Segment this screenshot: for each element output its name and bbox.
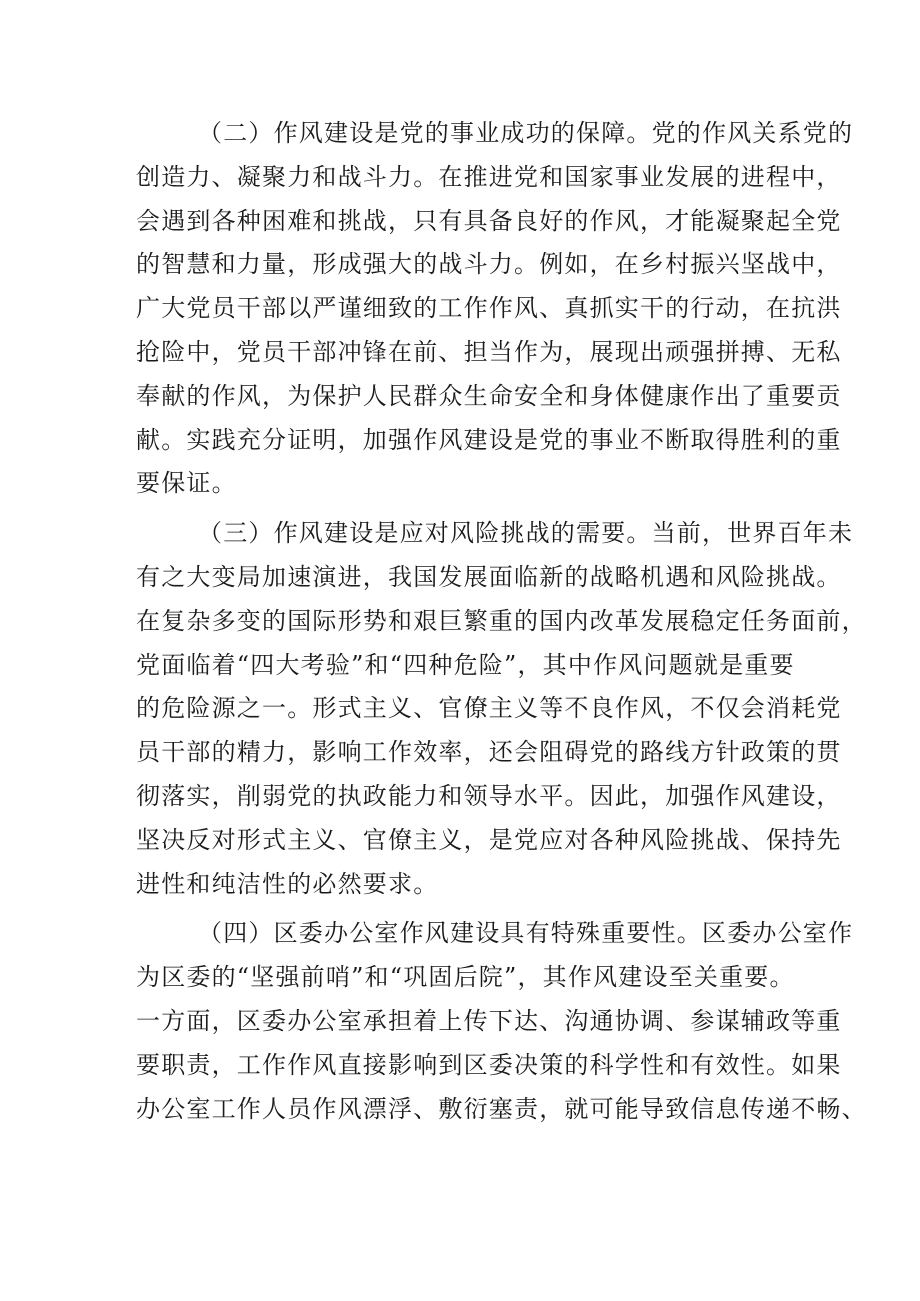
paragraph-line: （二）作风建设是党的事业成功的保障。党的作风关系党的 xyxy=(198,119,854,147)
paragraph-line: 一方面，区委办公室承担着上传下达、沟通协调、参谋辅政等重 xyxy=(136,1006,842,1035)
paragraph-line: 奉献的作风，为保护人民群众生命安全和身体健康作出了重要贡 xyxy=(136,381,842,410)
paragraph-line: 会遇到各种困难和挑战，只有具备良好的作风，才能凝聚起全党 xyxy=(136,206,842,235)
paragraph-4 xyxy=(136,912,867,1131)
paragraph-line: 党面临着“四大考验”和“四种危险”，其中作风问题就是重要 xyxy=(136,650,795,679)
paragraph-line: 要保证。 xyxy=(136,469,237,498)
paragraph-line: 为区委的“坚强前哨”和“巩固后院”，其作风建设至关重要。 xyxy=(136,963,795,992)
paragraph-line: （三）作风建设是应对风险挑战的需要。当前，世界百年未 xyxy=(198,519,854,548)
paragraph-line: 广大党员干部以严谨细致的工作作风、真抓实干的行动，在抗洪 xyxy=(136,294,842,323)
document-body xyxy=(136,112,867,1137)
paragraph-line: 要职责，工作作风直接影响到区委决策的科学性和有效性。如果 xyxy=(136,1050,842,1079)
paragraph-3 xyxy=(136,512,867,906)
paragraph-line: 员干部的精力，影响工作效率，还会阻碍党的路线方针政策的贯 xyxy=(136,738,842,767)
paragraph-line: 创造力、凝聚力和战斗力。在推进党和国家事业发展的进程中， xyxy=(136,162,842,191)
paragraph-line: 坚决反对形式主义、官僚主义，是党应对各种风险挑战、保持先 xyxy=(136,825,842,854)
paragraph-line: 抢险中，党员干部冲锋在前、担当作为，展现出顽强拼搏、无私 xyxy=(136,337,842,366)
paragraph-line: 献。实践充分证明，加强作风建设是党的事业不断取得胜利的重 xyxy=(136,425,842,454)
paragraph-line: 有之大变局加速演进，我国发展面临新的战略机遇和风险挑战。 xyxy=(136,562,842,591)
paragraph-line: 彻落实，削弱党的执政能力和领导水平。因此，加强作风建设， xyxy=(136,781,842,810)
paragraph-line: 的危险源之一。形式主义、官僚主义等不良作风，不仅会消耗党 xyxy=(136,694,842,723)
paragraph-line: 的智慧和力量，形成强大的战斗力。例如，在乡村振兴坚战中， xyxy=(136,250,842,279)
paragraph-line: 办公室工作人员作风漂浮、敷衍塞责，就可能导致信息传递不畅、 xyxy=(136,1094,867,1123)
paragraph-2 xyxy=(136,112,854,506)
paragraph-line: 进性和纯洁性的必然要求。 xyxy=(136,869,439,898)
paragraph-line: 在复杂多变的国际形势和艰巨繁重的国内改革发展稳定任务面前， xyxy=(136,606,867,635)
paragraph-line: （四）区委办公室作风建设具有特殊重要性。区委办公室作 xyxy=(198,919,854,948)
